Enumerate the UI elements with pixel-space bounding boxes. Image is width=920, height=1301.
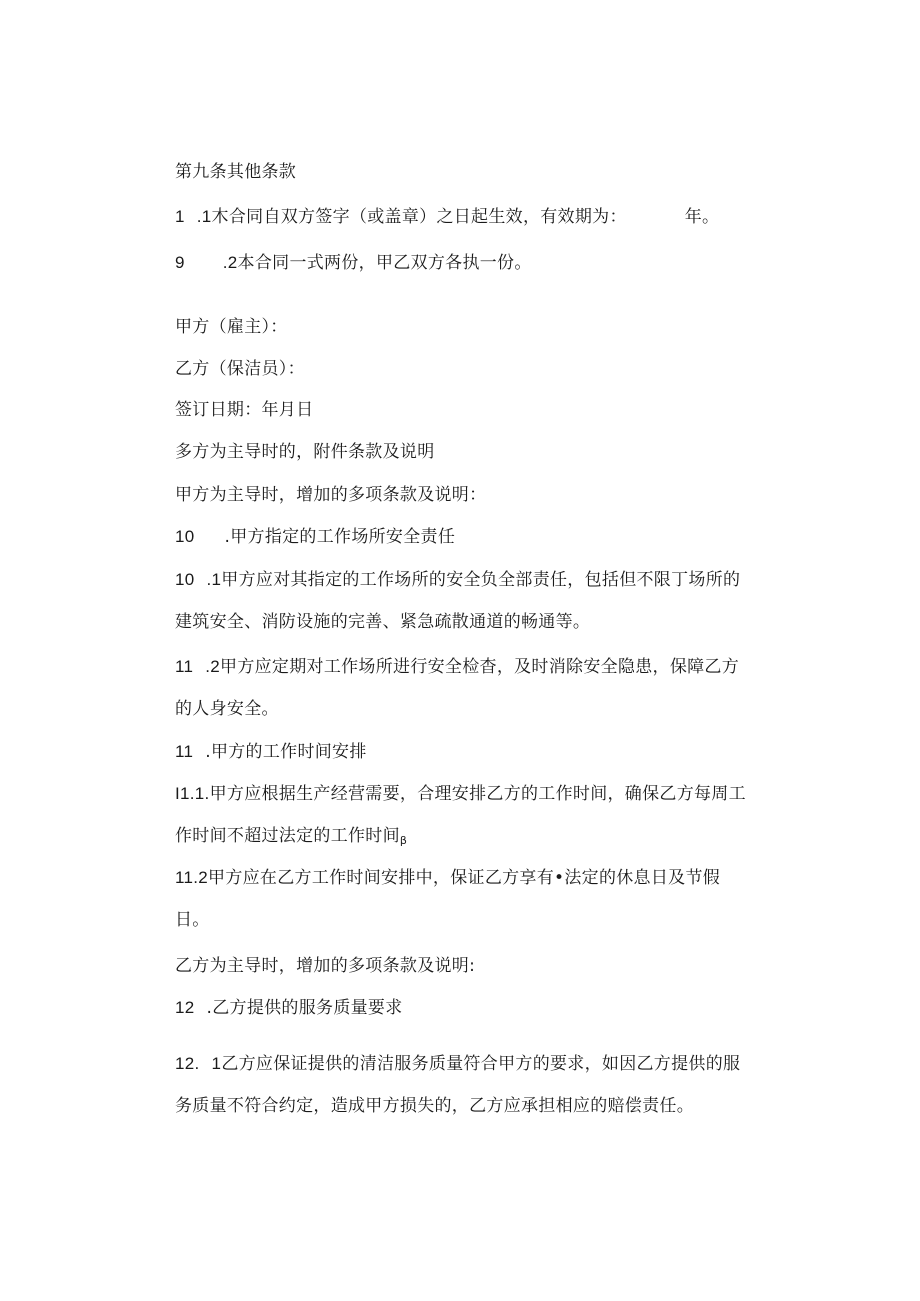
clause-text: 乙方应保证提供的清洁服务质量符合甲方的要求，如因乙方提供的服 <box>221 1054 741 1074</box>
section-12 <box>175 997 403 1019</box>
clause-text: 甲方应根据生产经营需要，合理安排乙方的工作时间，确保乙方每周工 <box>209 784 746 804</box>
section-10 <box>175 526 455 548</box>
clause-11-2-cont <box>175 909 210 931</box>
clause-text: 本合同一式两份，甲乙双方各执一份。 <box>237 253 532 273</box>
clause-subnumber: 1 <box>211 1054 222 1073</box>
section-title: .甲方指定的工作场所安全责任 <box>224 527 456 547</box>
clause-subnumber: .2 <box>205 657 221 676</box>
clause-subnumber: .1 <box>206 570 222 589</box>
multi-party-lead <box>175 441 435 463</box>
clause-subnumber: .1 <box>196 207 212 226</box>
clause-text-cont: 务质量不符合约定，造成甲方损失的，乙方应承担相应的赔偿责任。 <box>175 1096 694 1116</box>
clause-9-1 <box>175 206 719 228</box>
section-heading <box>175 161 296 183</box>
trailing-mark: β <box>399 834 408 847</box>
heading-text: 第九条其他条款 <box>175 162 297 182</box>
party-a-lead <box>175 484 486 506</box>
clause-text: 甲方应在乙方工作时间安排中，保证乙方享有•法定的休息日及节假 <box>208 868 721 888</box>
clause-text-cont: 建筑安全、消防设施的完善、紧急疏散通道的畅通等。 <box>175 612 591 632</box>
clause-number: 12. <box>175 1054 200 1073</box>
clause-number: 1 <box>175 207 185 226</box>
clause-text-cont: 作时间不超过法定的工作时间 <box>175 826 400 846</box>
multi-lead-text: 多方为主导时的，附件条款及说明 <box>175 442 435 462</box>
section-11 <box>175 741 367 763</box>
party-b-text: 乙方（保洁员）： <box>175 359 305 379</box>
party-b-line <box>175 358 305 380</box>
party-a-text: 甲方（雇主）： <box>175 317 288 337</box>
clause-subnumber: .2 <box>222 253 238 272</box>
clause-number: 11 <box>175 657 194 676</box>
section-title: .乙方提供的服务质量要求 <box>206 998 403 1018</box>
clause-9-2 <box>175 252 532 274</box>
clause-tail: 年。 <box>684 207 720 227</box>
clause-10-1-cont <box>175 611 590 633</box>
party-b-lead <box>175 955 475 977</box>
b-lead-text: 乙方为主导时，增加的多项条款及说明: <box>175 956 476 976</box>
section-number: 10 <box>175 527 195 546</box>
clause-number: 11.2 <box>175 868 209 887</box>
clause-12-1-cont <box>175 1095 694 1117</box>
clause-10-2 <box>175 656 739 678</box>
party-a-line <box>175 316 288 338</box>
clause-number: 9 <box>175 253 185 272</box>
clause-11-1-cont <box>175 825 407 852</box>
clause-number: 10 <box>175 570 195 589</box>
clause-text: 甲方应定期对工作场所进行安全检杳，及时消除安全隐患，保障乙方 <box>220 657 740 677</box>
clause-text: 木合同自双方签字（或盖章）之日起生效，有效期为： <box>211 207 627 227</box>
clause-12-1 <box>175 1053 740 1075</box>
clause-number: I1.1. <box>175 784 210 803</box>
clause-11-1 <box>175 783 746 805</box>
sign-date-line <box>175 399 313 421</box>
section-number: 11 <box>175 742 194 761</box>
clause-text-cont: 日。 <box>175 910 210 930</box>
section-number: 12 <box>175 998 195 1017</box>
clause-10-2-cont <box>175 698 279 720</box>
a-lead-text: 甲方为主导时，增加的多项条款及说明： <box>175 485 487 505</box>
sign-date-text: 签订日期：年月日 <box>175 400 314 420</box>
section-title: .甲方的工作时间安排 <box>205 742 367 762</box>
clause-text: 甲方应对其指定的工作场所的安全负全部责任，包括但不限丁场所的 <box>221 570 741 590</box>
clause-11-2 <box>175 867 720 889</box>
clause-text-cont: 的人身安全。 <box>175 699 279 719</box>
clause-10-1 <box>175 569 740 591</box>
